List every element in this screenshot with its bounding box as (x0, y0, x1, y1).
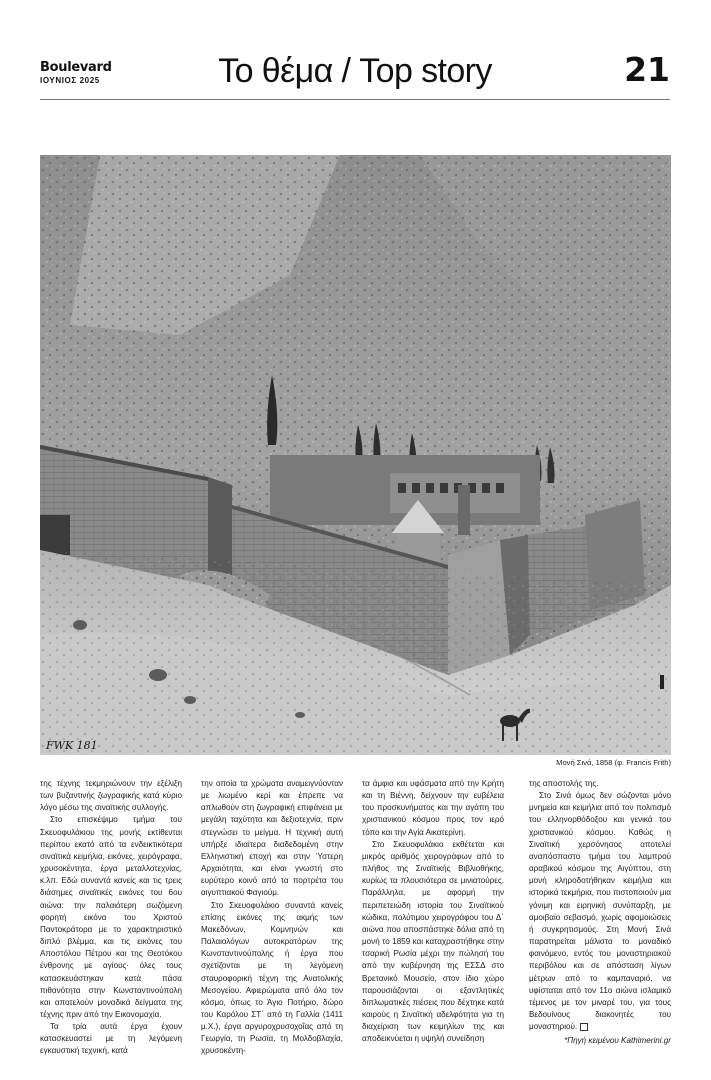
paragraph: Τα τρία αυτά έργα έχουν κατασκευαστεί με τη λεγόμενη εγκαυστική τεχνική, κατά (40, 1022, 182, 1056)
paragraph-text: Στο Σινά όμως δεν σώζονται μόνο μνημεία και κειμήλια από τον πολιτισμό του ελληνορθόδοξου και γενικά του χριστιανικού κόσμου. Καθώς η Σιναϊτική χερσόνησος αποτελεί αναπόσπαστο τμήμα του λαμπρού αραβικού κόσμου της Αιγύπτου, στη μονή κληροδοτήθηκαν κειμήλια και ιστορικά τεκμήρια, που πιστοποιούν μια γόνιμη και ειρηνική συνύπαρξη, με αμοιβαίο σεβασμό, χωρίς αφομοιώσεις ή συγκρητισμούς. Στη Μονή Σινά παρατηρείται μάλιστα το μοναδικό φαινόμενο, εντός του μοναστηριακού περιβόλου και σε απόσταση λίγων μέτρων από το καμπαναριό, να υφίσταται από τον 11ο αιώνα ισλαμικό τέμενος με τον μιναρέ του, για τους Βεδουίνους διακονητές του μοναστηριού. (529, 791, 671, 1032)
paragraph: την οποία τα χρώματα αναμειγνύονταν με λιωμένο κερί και έπρεπε να απλωθούν στη ζωγραφική επιφάνεια με μεγάλη ταχύτητα και δεξιοτεχνία, πριν στεγνώσει το μείγμα. Η τεχνική αυτή υπήρξε ιδιαίτερα διαδεδομένη στην Ελληνιστική εποχή και στην Ύστερη Αρχαιότητα, και είναι γνωστή στο ευρύτερο κοινό από τα πορτρέτα του αιγυπτιακού Φαγιούμ. (201, 779, 343, 898)
brand-name: Boulevard (40, 60, 112, 75)
text-source-credit: *Πηγή κειμένου Kathimerini.gr (564, 1036, 671, 1046)
paragraph: τα άμφια και υφάσματα από την Κρήτη και τη Βιέννη, δείχνουν την ευβέλεια του προσκυνήματος και την αγάπη του χριστιανικού κόσμου προς τον ιερό τόπο και την Αγία Αικατερίνη. (362, 779, 504, 837)
header-rule (40, 99, 670, 100)
section-separator: / (332, 52, 360, 90)
paragraph: Στο επισκέψιμο τμήμα του Σκευοφυλάκιου της μονής εκτίθενται περίπου εκατό από τα ενδεικτικότερα σιναϊτικά κειμήλια, εικόνες, χειρόγραφα, χρυσοκέντητα, έργα μεταλλοτεχνίας, κ.λπ. Εδώ συναντά κανείς και τις τρεις διάσημες σιναϊτικές εικόνες του 6ου αιώνα: την παλαιότερη σωζόμενη φορητή εικόνα του Χριστού Παντοκράτορα με το χαρακτηριστικό διπλό βλέμμα, και τις εικόνες του Αποστόλου Πέτρου και της Θεοτόκου ένθρονης με αγίους· όλες τους κατασκευάστηκαν κατά πάσα πιθανότητα στην Κωνσταντινούπολη και αποτελούν μοναδικά δείγματα της τέχνης πριν από την Εικονομαχία. (40, 815, 182, 1019)
monastery-photo (40, 155, 671, 755)
paragraph: της τέχνης τεκμηριώνουν την εξέλιξη των βυζαντινής ζωγραφικής κατά κύριο λόγο μέσω της σιναϊτικής συλλογής. (40, 779, 182, 813)
section-title-english: Top story (359, 52, 492, 90)
paragraph-final (529, 790, 671, 1033)
article-column-1 (40, 778, 182, 1058)
paragraph: Στο Σκευοφυλάκιο συναντά κανείς επίσης εικόνες της ακμής των Μακεδόνων, Κομνηνών και Παλαιολόγων αυτοκρατόρων της Κωνσταντινούπολης ή έργα που σχετίζονται με τη λεγόμενη σταυροφορική τέχνη της Ανατολικής Μεσογείου. Αφιερώματα από όλο τον κόσμο, όπως το Άγιο Ποτήριο, δώρο του Καρόλου ΣΤ΄ από τη Γαλλία (1411 μ.Χ.), έργα αργυροχρυσοχοΐας από τη Γεωργία, τη Ρωσία, τη Μολδοβλαχία, χρυσοκέντη- (201, 900, 343, 1056)
page-number: 21 (624, 50, 670, 89)
article-body (40, 778, 671, 1056)
article-column-4 (529, 778, 671, 1047)
article-column-2 (201, 778, 343, 1058)
paragraph: Στο Σκευοφυλάκιο εκθέτεται και μικρός αριθμός χειρογράφων από το πλήθος της Σιναϊτικής Βιβλιοθήκης, κυρίως τα πλουσιότερα σε μινιατούρες. Παράλληλα, με αφορμή την περιπετειώδη ιστορία του Σιναϊτικού κώδικα, πολύτιμου χειρογράφου του Δ΄ αιώνα που αποσπάστηκε δόλια από τη μονή το 1859 και καταχραστήθηκε στην τσαρική Ρωσία μέχρι την πώλησή του από την κυβέρνηση της ΕΣΣΔ στο Βρετανικό Μουσείο, στον ίδιο χώρο παρουσιάζονται οι εξαντλητικές διπλωματικές πιέσεις που δέχτηκε κατά καιρούς η Σιναϊτική αδελφότητα για τη διαχείριση των κειμηλίων της και αποδεικνύεται η υψηλή συνείδηση (362, 839, 504, 1044)
issue-date: ΙΟΥΝΙΟΣ 2025 (40, 76, 100, 85)
page-header (40, 50, 670, 102)
section-title-greek: Το θέμα (218, 52, 333, 90)
paragraph: της αποστολής της. (529, 779, 599, 788)
photo-signature: FWK 181 (46, 739, 98, 752)
article-column-3 (362, 778, 504, 1045)
photo-caption: Μονή Σινά, 1858 (φ. Francis Frith) (556, 758, 671, 767)
section-title (40, 52, 670, 91)
end-of-article-icon (580, 1023, 588, 1031)
